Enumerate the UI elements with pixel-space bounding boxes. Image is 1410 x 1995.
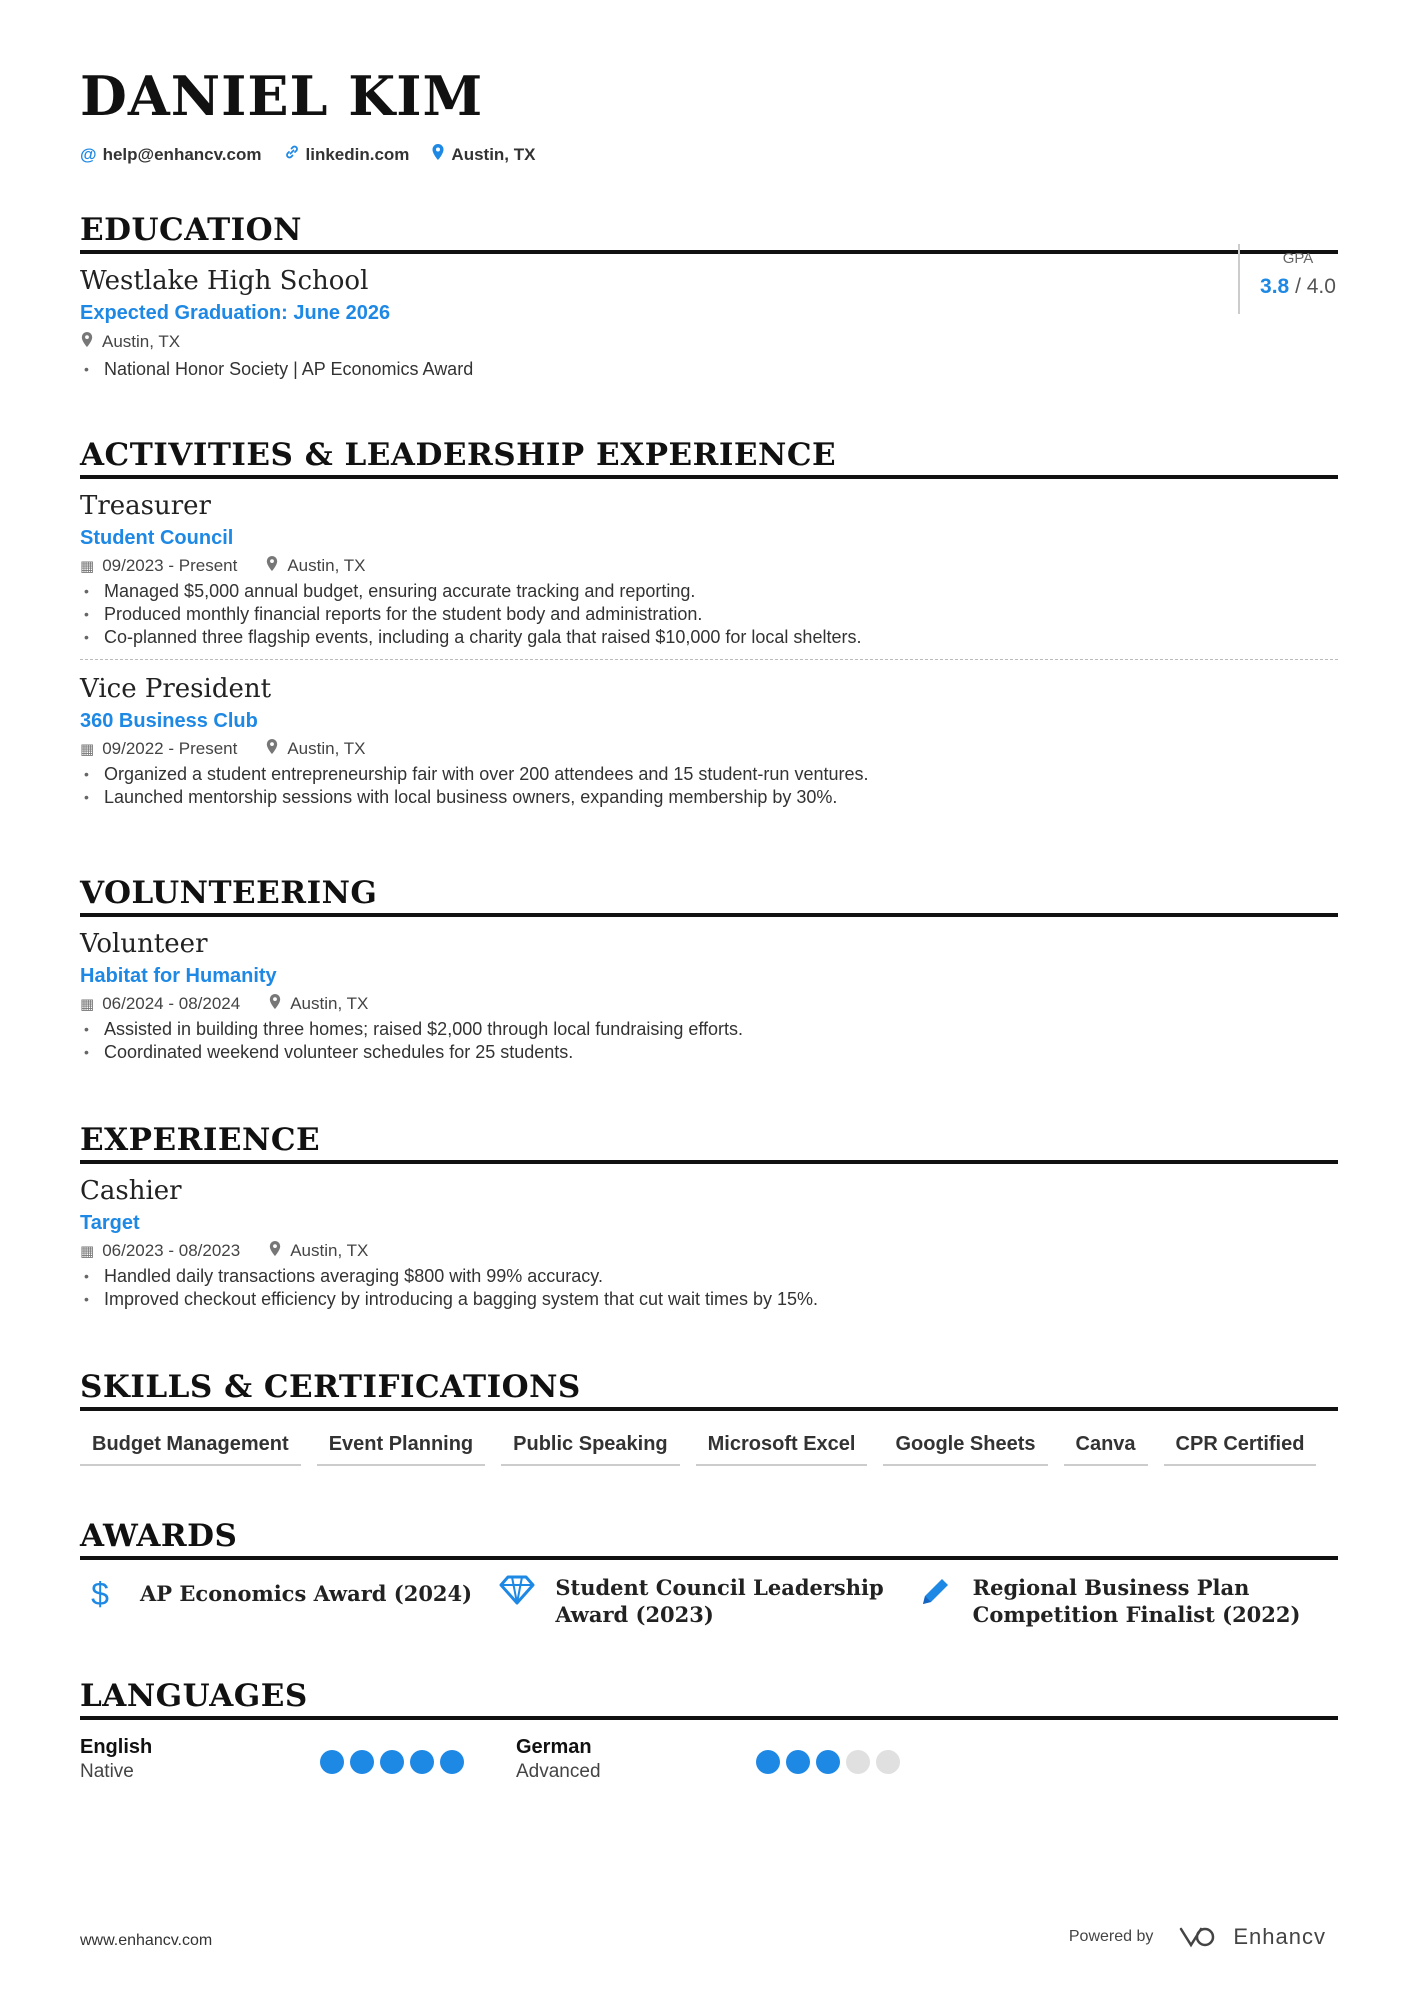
candidate-name: DANIEL KIM — [80, 64, 484, 128]
award-text: Regional Business Plan Competition Finalist (2022) — [972, 1575, 1301, 1627]
section-rule — [80, 1407, 1338, 1411]
entry-dates: 09/2023 - Present — [102, 555, 238, 575]
powered-by-text: Powered by — [1068, 1928, 1154, 1945]
list-item: • Assisted in building three homes; raised $2,000 through local fundraising efforts. — [80, 1018, 1338, 1041]
section-title: ACTIVITIES & LEADERSHIP EXPERIENCE — [80, 437, 837, 473]
proficiency-dot — [846, 1750, 870, 1774]
entry-location: Austin, TX — [287, 738, 366, 758]
contact-linkedin[interactable] — [284, 143, 410, 166]
language-level: Native — [80, 1761, 134, 1782]
entry-dates: 06/2023 - 08/2023 — [102, 1240, 241, 1260]
organization: Target — [80, 1212, 140, 1234]
map-pin-icon — [268, 1240, 282, 1261]
skill-tag: Google Sheets — [883, 1433, 1047, 1466]
calendar-icon: ▦ — [80, 740, 95, 758]
role-title: Volunteer — [80, 929, 208, 959]
awards-list — [80, 1574, 1338, 1628]
at-icon: @ — [80, 144, 97, 164]
organization: Student Council — [80, 527, 234, 549]
calendar-icon: ▦ — [80, 995, 95, 1013]
section-title: VOLUNTEERING — [80, 875, 378, 911]
entry-divider — [80, 659, 1338, 660]
brand-logo[interactable] — [1177, 1924, 1326, 1950]
proficiency-dot — [816, 1750, 840, 1774]
entry-dates: 06/2024 - 08/2024 — [102, 993, 241, 1013]
email-text: help@enhancv.com — [102, 144, 262, 164]
linkedin-text: linkedin.com — [305, 144, 410, 164]
proficiency-dot — [876, 1750, 900, 1774]
list-item: • Improved checkout efficiency by introducing a bagging system that cut wait times by 15%. — [80, 1288, 1338, 1311]
map-pin-icon — [265, 555, 279, 576]
skill-tag: Event Planning — [317, 1433, 485, 1466]
proficiency-dot — [380, 1750, 404, 1774]
section-rule — [80, 1716, 1338, 1720]
gpa-value — [1258, 275, 1338, 299]
skill-tag: Microsoft Excel — [696, 1433, 868, 1466]
volunteering-section — [80, 875, 1338, 1064]
dollar-icon: $ — [91, 1576, 109, 1612]
list-item: • Managed $5,000 annual budget, ensuring accurate tracking and reporting. — [80, 580, 1338, 603]
skill-tag: Budget Management — [80, 1433, 301, 1466]
award-text: AP Economics Award (2024) — [140, 1581, 473, 1606]
school-location: Austin, TX — [102, 331, 181, 351]
proficiency-dot — [410, 1750, 434, 1774]
skill-tag: Public Speaking — [501, 1433, 679, 1466]
link-icon — [284, 144, 300, 165]
role-title: Cashier — [80, 1176, 182, 1206]
award-item — [919, 1574, 1338, 1628]
list-item: • Coordinated weekend volunteer schedules for 25 students. — [80, 1041, 1338, 1064]
brand-name: Enhancv — [1233, 1924, 1326, 1949]
calendar-icon: ▦ — [80, 557, 95, 575]
footer-website[interactable]: www.enhancv.com — [80, 1932, 213, 1949]
entry-meta — [80, 555, 1338, 576]
activity-entry — [80, 491, 1338, 649]
entry-dates: 09/2022 - Present — [102, 738, 238, 758]
languages-list — [80, 1736, 1338, 1783]
location-text: Austin, TX — [451, 144, 536, 164]
entry-bullets — [80, 580, 1338, 649]
gpa-score: 3.8 — [1260, 275, 1290, 298]
skill-tag: CPR Certified — [1164, 1433, 1317, 1466]
contact-row — [80, 143, 535, 166]
experience-section — [80, 1122, 1338, 1311]
section-title: LANGUAGES — [80, 1678, 308, 1714]
gpa-label: GPA — [1282, 250, 1314, 267]
organization: Habitat for Humanity — [80, 965, 277, 987]
entry-bullets — [80, 763, 1338, 809]
language-item — [80, 1736, 516, 1783]
section-rule — [80, 1556, 1338, 1560]
skills-list — [80, 1433, 1338, 1466]
pencil-icon — [919, 1574, 953, 1617]
contact-location — [431, 143, 535, 166]
diamond-icon — [499, 1574, 535, 1615]
entry-meta — [80, 1240, 1338, 1261]
proficiency-dots — [756, 1750, 900, 1783]
organization: 360 Business Club — [80, 710, 258, 732]
school-name: Westlake High School — [80, 266, 369, 296]
awards-section — [80, 1518, 1338, 1628]
list-item: • Produced monthly financial reports for the student body and administration. — [80, 603, 1338, 626]
language-name: English — [80, 1736, 153, 1758]
list-item: • National Honor Society | AP Economics Award — [80, 358, 1338, 381]
list-item: • Launched mentorship sessions with local business owners, expanding membership by 30%. — [80, 786, 1338, 809]
section-rule — [80, 250, 1338, 254]
proficiency-dot — [350, 1750, 374, 1774]
list-item: • Organized a student entrepreneurship fair with over 200 attendees and 15 student-run ventures. — [80, 763, 1338, 786]
school-meta — [80, 331, 1338, 352]
award-text: Student Council Leadership Award (2023) — [555, 1575, 884, 1627]
activities-section — [80, 437, 1338, 809]
map-pin-icon — [268, 993, 282, 1014]
entry-meta — [80, 993, 1338, 1014]
proficiency-dot — [440, 1750, 464, 1774]
graduation-date: Expected Graduation: June 2026 — [80, 302, 391, 324]
footer-powered — [1069, 1924, 1326, 1950]
role-title: Vice President — [80, 674, 272, 704]
award-item — [499, 1574, 918, 1628]
entry-meta — [80, 738, 1338, 759]
proficiency-dots — [320, 1750, 464, 1783]
contact-email[interactable] — [80, 143, 262, 166]
activity-entry — [80, 674, 1338, 809]
gpa-max: / 4.0 — [1295, 275, 1336, 298]
language-level: Advanced — [516, 1761, 601, 1782]
section-title: SKILLS & CERTIFICATIONS — [80, 1369, 581, 1405]
section-title: EDUCATION — [80, 212, 302, 248]
award-item — [80, 1574, 499, 1628]
list-item: • Co-planned three flagship events, including a charity gala that raised $10,000 for local shelters. — [80, 626, 1338, 649]
entry-location: Austin, TX — [290, 1240, 369, 1260]
section-rule — [80, 475, 1338, 479]
list-item: • Handled daily transactions averaging $800 with 99% accuracy. — [80, 1265, 1338, 1288]
entry-location: Austin, TX — [290, 993, 369, 1013]
section-title: AWARDS — [80, 1518, 238, 1554]
role-title: Treasurer — [80, 491, 211, 521]
skill-tag: Canva — [1064, 1433, 1148, 1466]
map-pin-icon — [265, 738, 279, 759]
entry-bullets — [80, 1265, 1338, 1311]
language-item — [516, 1736, 952, 1783]
calendar-icon: ▦ — [80, 1242, 95, 1260]
education-bullets — [80, 358, 1338, 381]
language-name: German — [516, 1736, 592, 1758]
map-pin-icon — [431, 143, 445, 166]
skills-section — [80, 1369, 1338, 1466]
entry-location: Austin, TX — [287, 555, 366, 575]
enhancv-logo-icon — [1177, 1925, 1223, 1949]
proficiency-dot — [756, 1750, 780, 1774]
section-rule — [80, 913, 1338, 917]
map-pin-icon — [80, 331, 94, 352]
gpa-box — [1238, 244, 1338, 314]
section-rule — [80, 1160, 1338, 1164]
languages-section — [80, 1678, 1338, 1783]
proficiency-dot — [320, 1750, 344, 1774]
section-title: EXPERIENCE — [80, 1122, 321, 1158]
entry-bullets — [80, 1018, 1338, 1064]
education-section — [80, 212, 1338, 381]
proficiency-dot — [786, 1750, 810, 1774]
